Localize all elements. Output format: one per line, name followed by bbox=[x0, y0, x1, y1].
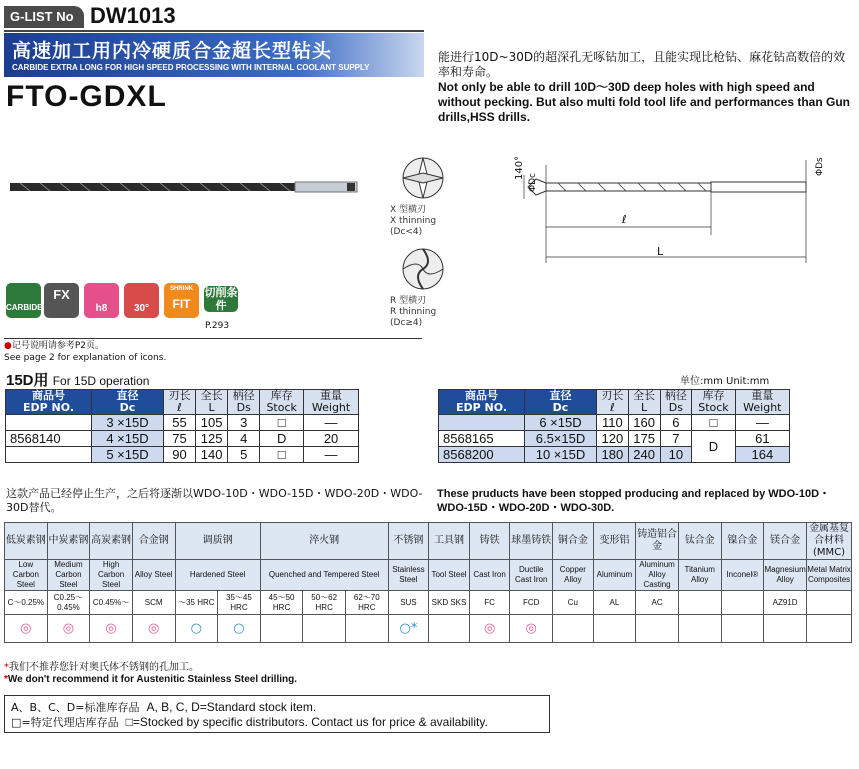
warning-cn bbox=[4, 658, 199, 673]
mat-code: 50～62 HRC bbox=[303, 591, 346, 615]
th-dia-en: Dc bbox=[552, 401, 569, 414]
warning-cn-text: 我们不推荐您针对奥氏体不锈钢的孔加工。 bbox=[9, 662, 199, 673]
cell-stock: □ bbox=[692, 415, 735, 431]
mat-cn: 不锈钢 bbox=[388, 523, 429, 560]
mat-code: 62～70 HRC bbox=[346, 591, 389, 615]
mat-code: C0.45%～ bbox=[90, 591, 133, 615]
r-thinning-cond: (Dc≥4) bbox=[390, 318, 423, 328]
th-stock bbox=[692, 390, 735, 415]
bullet-icon: ● bbox=[4, 341, 12, 351]
table-row bbox=[6, 415, 359, 431]
title-cn: 高速加工用内冷硬质合金超长型钻头 bbox=[12, 40, 333, 62]
th-shank-cn: 柄径 bbox=[664, 389, 687, 402]
th-dia bbox=[525, 390, 597, 415]
cell-shank: 3 bbox=[228, 415, 260, 431]
mat-code bbox=[678, 591, 721, 615]
suitability-mark bbox=[429, 615, 470, 643]
th-oal bbox=[628, 390, 660, 415]
th-oal bbox=[196, 390, 228, 415]
stock-line2-en: □=Stocked by specific distributors. Contact us for price & availability. bbox=[125, 715, 488, 729]
suitability-mark bbox=[303, 615, 346, 643]
mat-en: Titanium Alloy bbox=[678, 560, 721, 591]
mat-en: Copper Alloy bbox=[553, 560, 594, 591]
page-reference: P.293 bbox=[205, 321, 230, 331]
cell-shank: 6 bbox=[660, 415, 692, 431]
th-oal-en: L bbox=[641, 401, 648, 414]
title-en: CARBIDE EXTRA LONG FOR HIGH SPEED PROCESSING WITH INTERNAL COOLANT SUPPLY bbox=[12, 63, 370, 72]
mat-cn: 球墨铸铁 bbox=[510, 523, 553, 560]
suitability-mark bbox=[593, 615, 636, 643]
th-oal-en: L bbox=[208, 401, 215, 414]
mat-code: C～0.25% bbox=[5, 591, 48, 615]
cell-oal: 175 bbox=[628, 431, 660, 447]
cell-dia: 6 ×15D bbox=[525, 415, 597, 431]
cell-flute: 180 bbox=[597, 447, 629, 463]
unit-label: 单位:mm Unit:mm bbox=[680, 376, 770, 387]
suitability-mark: ○ bbox=[218, 615, 261, 643]
th-weight bbox=[304, 390, 359, 415]
suitability-mark: ◎ bbox=[132, 615, 175, 643]
cell-weight: — bbox=[304, 415, 359, 431]
title-banner bbox=[4, 33, 424, 77]
suitability-mark: ○* bbox=[388, 615, 429, 643]
h8-icon bbox=[84, 283, 119, 318]
cell-oal: 160 bbox=[628, 415, 660, 431]
cell-weight: 164 bbox=[735, 447, 789, 463]
section-title-cn: 15D用 bbox=[6, 372, 49, 389]
fx-text: FX bbox=[53, 287, 70, 302]
cell-stock: □ bbox=[260, 415, 304, 431]
fx-icon bbox=[44, 283, 79, 318]
mat-code: SKD SKS bbox=[429, 591, 470, 615]
mat-en: Tool Steel bbox=[429, 560, 470, 591]
suitability-mark bbox=[721, 615, 764, 643]
cell-edp bbox=[439, 415, 525, 431]
mat-cn: 调质钢 bbox=[175, 523, 260, 560]
cell-weight: 61 bbox=[735, 431, 789, 447]
glist-label: G-LIST No bbox=[4, 6, 84, 28]
mat-en: Metal Matrix Composites bbox=[807, 560, 852, 591]
section-subtitle: For 15D operation bbox=[52, 374, 150, 388]
r-thinning-label bbox=[390, 296, 436, 329]
carbide-icon bbox=[6, 283, 41, 318]
model-name: FTO-GDXL bbox=[6, 80, 167, 113]
mat-cn: 铸造铝合金 bbox=[636, 523, 679, 560]
warning-en bbox=[4, 674, 297, 685]
mat-code: ～35 HRC bbox=[175, 591, 218, 615]
mat-cn: 金属基复合材料(MMC) bbox=[807, 523, 852, 560]
th-oal-cn: 全长 bbox=[633, 389, 656, 402]
r-thinning-diagram bbox=[388, 243, 458, 295]
discontinued-note-cn: 这款产品已经停止生产，之后将逐渐以WDO-10D・WDO-15D・WDO-20D・WDO-30D替代。 bbox=[6, 487, 423, 514]
th-oal-cn: 全长 bbox=[200, 389, 223, 402]
table-row bbox=[439, 415, 790, 431]
mat-code: FCD bbox=[510, 591, 553, 615]
x-thinning-cond: (Dc<4) bbox=[390, 227, 423, 237]
stock-line1-cn: A、B、C、D=标准库存品 bbox=[11, 701, 140, 714]
mat-cn: 中炭素钢 bbox=[47, 523, 90, 560]
mat-cn: 高炭素钢 bbox=[90, 523, 133, 560]
th-edp bbox=[439, 390, 525, 415]
cell-stock: D bbox=[692, 431, 735, 463]
overall-length-label: L bbox=[657, 245, 664, 258]
table-row bbox=[6, 447, 359, 463]
cell-dia: 5 ×15D bbox=[92, 447, 164, 463]
mat-en: Medium Carbon Steel bbox=[47, 560, 90, 591]
th-flute bbox=[597, 390, 629, 415]
icon-divider bbox=[4, 338, 422, 339]
cell-edp bbox=[6, 415, 92, 431]
mat-en: High Carbon Steel bbox=[90, 560, 133, 591]
cell-flute: 75 bbox=[164, 431, 196, 447]
asterisk-icon: * bbox=[4, 674, 8, 685]
suitability-mark bbox=[764, 615, 807, 643]
stock-legend bbox=[4, 695, 550, 733]
cell-flute: 90 bbox=[164, 447, 196, 463]
cell-oal: 140 bbox=[196, 447, 228, 463]
mat-code bbox=[807, 591, 852, 615]
mat-code: 35～45 HRC bbox=[218, 591, 261, 615]
fit-text: FIT bbox=[172, 297, 191, 311]
angle-label: 140° bbox=[514, 155, 525, 180]
mat-en: Aluminum Alloy Casting bbox=[636, 560, 679, 591]
cell-edp bbox=[6, 447, 92, 463]
warning-en-text: We don't recommend it for Austenitic Stainless Steel drilling. bbox=[7, 674, 297, 685]
th-edp-cn: 商品号 bbox=[465, 389, 498, 402]
cell-dia: 4 ×15D bbox=[92, 431, 164, 447]
ds-label: ΦDs bbox=[815, 157, 825, 176]
th-weight-cn: 重量 bbox=[751, 389, 774, 402]
mat-en: Aluminum bbox=[593, 560, 636, 591]
cell-flute: 120 bbox=[597, 431, 629, 447]
mat-en: Stainless Steel bbox=[388, 560, 429, 591]
cell-edp: 8568140 bbox=[6, 431, 92, 447]
cell-oal: 125 bbox=[196, 431, 228, 447]
drill-image bbox=[10, 178, 365, 198]
th-flute-cn: 刃长 bbox=[168, 389, 191, 402]
th-shank bbox=[228, 390, 260, 415]
mat-en: Low Carbon Steel bbox=[5, 560, 48, 591]
mat-en: Alloy Steel bbox=[132, 560, 175, 591]
th-flute-cn: 刃长 bbox=[601, 389, 624, 402]
cell-edp: 8568200 bbox=[439, 447, 525, 463]
description-en: Not only be able to drill 10D～30D deep holes with high speed and without pecking. But also multi fold tool life and performances than Gun drills,HSS drills. bbox=[438, 80, 851, 124]
dc-label: ΦDc bbox=[528, 173, 538, 192]
table-row bbox=[439, 431, 790, 447]
th-weight bbox=[735, 390, 789, 415]
cell-stock: D bbox=[260, 431, 304, 447]
table-row bbox=[439, 447, 790, 463]
suitability-mark: ◎ bbox=[90, 615, 133, 643]
helix-angle-text: 30° bbox=[133, 303, 150, 314]
material-table bbox=[4, 522, 852, 643]
stock-line2-cn: □=特定代理店库存品 bbox=[11, 716, 119, 729]
icon-note-en: See page 2 for explanation of icons. bbox=[4, 353, 167, 363]
cell-weight: — bbox=[735, 415, 789, 431]
th-edp-en: EDP NO. bbox=[22, 401, 75, 414]
header-divider bbox=[4, 30, 424, 32]
table-row bbox=[6, 431, 359, 447]
cell-weight: — bbox=[304, 447, 359, 463]
cell-flute: 55 bbox=[164, 415, 196, 431]
mat-en: Ductile Cast Iron bbox=[510, 560, 553, 591]
th-weight-cn: 重量 bbox=[320, 389, 343, 402]
suitability-mark: ○ bbox=[175, 615, 218, 643]
mat-code: FC bbox=[469, 591, 510, 615]
th-shank-en: Ds bbox=[236, 401, 251, 414]
suitability-mark bbox=[346, 615, 389, 643]
suitability-mark bbox=[636, 615, 679, 643]
mat-code: AZ91D bbox=[764, 591, 807, 615]
th-shank-en: Ds bbox=[668, 401, 683, 414]
cutting-conditions-text: 切削条件 bbox=[204, 286, 238, 312]
spec-table-2 bbox=[438, 389, 790, 463]
mat-en: Quenched and Tempered Steel bbox=[260, 560, 388, 591]
suitability-mark: ◎ bbox=[5, 615, 48, 643]
helix-angle-icon bbox=[124, 283, 159, 318]
mat-code: SCM bbox=[132, 591, 175, 615]
r-thinning-en: R thinning bbox=[390, 307, 437, 317]
cell-shank: 4 bbox=[228, 431, 260, 447]
th-stock-cn: 库存 bbox=[702, 389, 725, 402]
suitability-mark bbox=[678, 615, 721, 643]
suitability-mark bbox=[553, 615, 594, 643]
cutting-conditions-icon[interactable] bbox=[204, 286, 238, 312]
spec-table-1 bbox=[5, 389, 359, 463]
mat-cn: 变形铝 bbox=[593, 523, 636, 560]
th-dia-cn: 直径 bbox=[549, 389, 572, 402]
cell-oal: 240 bbox=[628, 447, 660, 463]
th-flute bbox=[164, 390, 196, 415]
th-dia-cn: 直径 bbox=[116, 389, 139, 402]
discontinued-note-en: These pruducts have been stopped producing and replaced by WDO-10D・WDO-15D・WDO-20D・WDO-30D. bbox=[437, 488, 831, 514]
mat-cn: 合金钢 bbox=[132, 523, 175, 560]
mat-cn: 钛合金 bbox=[678, 523, 721, 560]
x-thinning-label bbox=[390, 205, 436, 238]
th-stock-en: Stock bbox=[698, 401, 729, 414]
mat-code: 45～50 HRC bbox=[260, 591, 303, 615]
th-dia bbox=[92, 390, 164, 415]
cell-dia: 6.5×15D bbox=[525, 431, 597, 447]
shrink-fit-icon bbox=[164, 283, 199, 318]
cell-dia: 10 ×15D bbox=[525, 447, 597, 463]
th-dia-en: Dc bbox=[119, 401, 136, 414]
th-shank-cn: 柄径 bbox=[232, 389, 255, 402]
mat-en: Inconel® bbox=[721, 560, 764, 591]
th-weight-en: Weight bbox=[311, 401, 351, 414]
shrink-text: SHRINK bbox=[169, 286, 193, 292]
mat-code: AC bbox=[636, 591, 679, 615]
suitability-mark: ◎ bbox=[47, 615, 90, 643]
suitability-mark bbox=[807, 615, 852, 643]
cell-shank: 10 bbox=[660, 447, 692, 463]
mat-code bbox=[721, 591, 764, 615]
x-thinning-diagram bbox=[388, 152, 458, 204]
mat-cn: 低炭素钢 bbox=[5, 523, 48, 560]
cell-edp: 8568165 bbox=[439, 431, 525, 447]
cell-oal: 105 bbox=[196, 415, 228, 431]
mat-en: Magnesium Alloy bbox=[764, 560, 807, 591]
description-cn: 能进行10D~30D的超深孔无啄钻加工，且能实现比枪钻、麻花钻高数倍的效率和寿命。 bbox=[438, 50, 846, 79]
mat-cn: 工具钢 bbox=[429, 523, 470, 560]
cell-flute: 110 bbox=[597, 415, 629, 431]
th-edp-en: EDP NO. bbox=[455, 401, 508, 414]
flute-length-label: ℓ bbox=[622, 213, 627, 226]
suitability-mark bbox=[260, 615, 303, 643]
mat-code: C0.25～0.45% bbox=[47, 591, 90, 615]
description bbox=[438, 50, 854, 125]
th-flute-en: ℓ bbox=[610, 401, 615, 414]
asterisk-icon: * bbox=[4, 662, 9, 673]
dimension-drawing bbox=[498, 155, 838, 270]
mat-cn: 镁合金 bbox=[764, 523, 807, 560]
h8-text: h8 bbox=[95, 303, 108, 314]
x-thinning-cn: X 型横刃 bbox=[390, 205, 427, 215]
th-flute-en: ℓ bbox=[177, 401, 182, 414]
th-shank bbox=[660, 390, 692, 415]
suitability-mark: ◎ bbox=[469, 615, 510, 643]
mat-cn: 铸铁 bbox=[469, 523, 510, 560]
icon-note bbox=[4, 340, 166, 364]
x-thinning-en: X thinning bbox=[390, 216, 437, 226]
stock-line1-en: A, B, C, D=Standard stock item. bbox=[146, 700, 317, 714]
mat-code: AL bbox=[593, 591, 636, 615]
th-stock-en: Stock bbox=[266, 401, 297, 414]
th-stock-cn: 库存 bbox=[270, 389, 293, 402]
th-stock bbox=[260, 390, 304, 415]
cell-dia: 3 ×15D bbox=[92, 415, 164, 431]
catalog-code: DW1013 bbox=[90, 3, 176, 28]
mat-cn: 铜合金 bbox=[553, 523, 594, 560]
cell-shank: 5 bbox=[228, 447, 260, 463]
th-weight-en: Weight bbox=[743, 401, 782, 414]
mat-cn: 镍合金 bbox=[721, 523, 764, 560]
cell-shank: 7 bbox=[660, 431, 692, 447]
section-title bbox=[6, 369, 149, 390]
mat-en: Hardened Steel bbox=[175, 560, 260, 591]
r-thinning-cn: R 型横刃 bbox=[390, 296, 427, 306]
th-edp-cn: 商品号 bbox=[32, 389, 65, 402]
mat-code: SUS bbox=[388, 591, 429, 615]
carbide-text: CARBIDE bbox=[6, 303, 43, 312]
cell-weight: 20 bbox=[304, 431, 359, 447]
mat-cn: 淬火钢 bbox=[260, 523, 388, 560]
cell-stock: □ bbox=[260, 447, 304, 463]
mat-en: Cast Iron bbox=[469, 560, 510, 591]
suitability-mark: ◎ bbox=[510, 615, 553, 643]
mat-code: Cu bbox=[553, 591, 594, 615]
th-edp bbox=[6, 390, 92, 415]
icon-note-cn: 记号说明请参考P2页。 bbox=[11, 341, 105, 351]
